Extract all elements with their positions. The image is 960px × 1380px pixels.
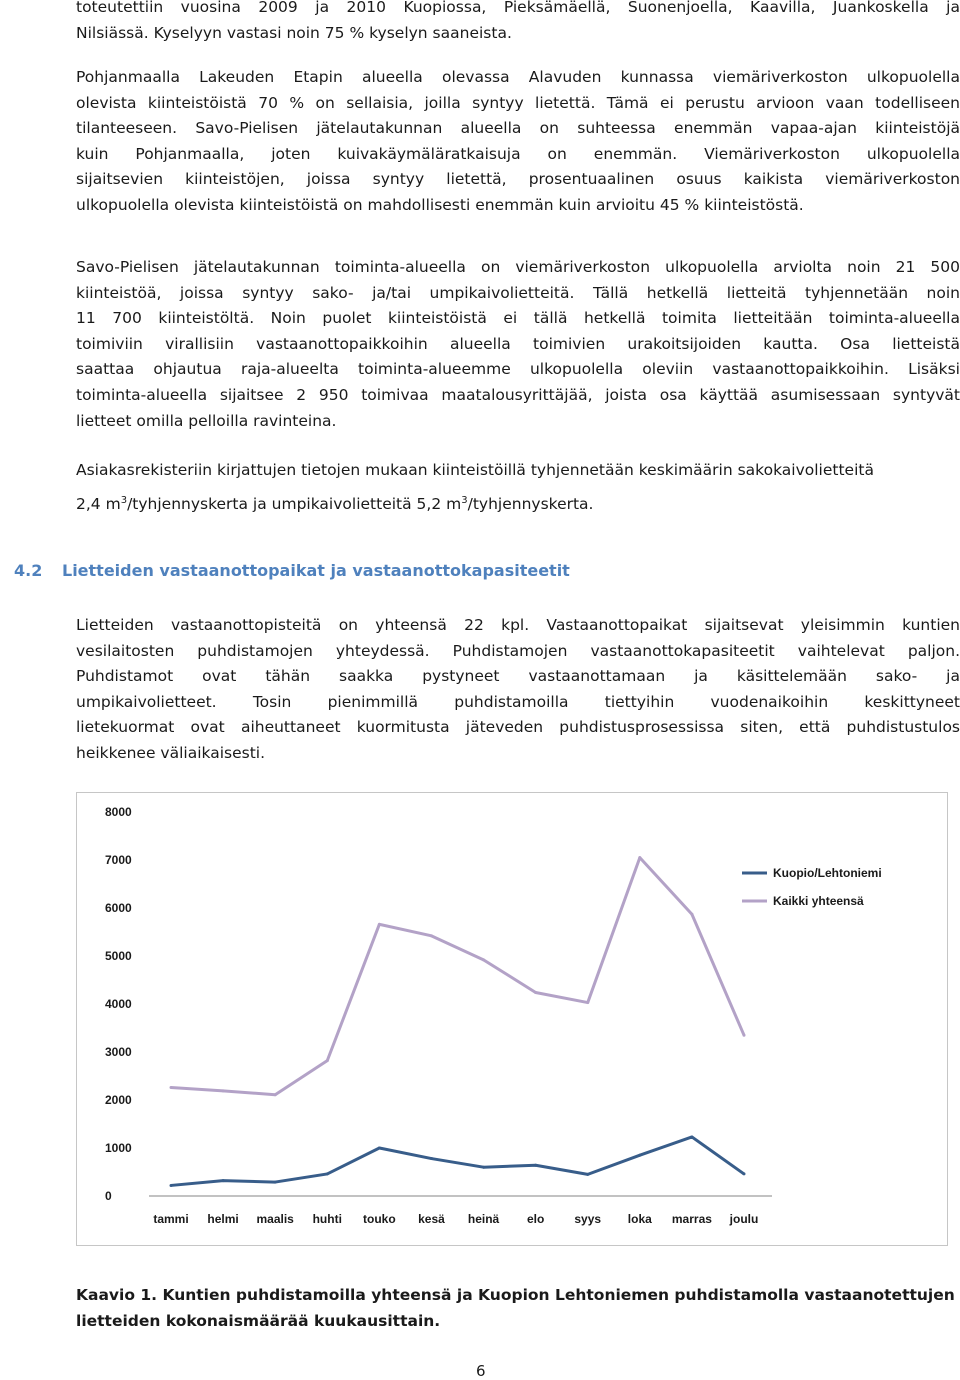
x-tick-label: huhti: [312, 1212, 342, 1226]
data-point: [430, 1157, 433, 1160]
text-line: lietteet omilla pelloilla ravinteina.: [76, 411, 337, 430]
legend-label: Kaikki yhteensä: [773, 894, 864, 908]
data-point: [482, 958, 485, 961]
superscript: 3: [120, 494, 128, 506]
superscript: 3: [461, 494, 468, 506]
y-tick-label: 1000: [105, 1141, 132, 1155]
data-point: [638, 856, 641, 859]
data-point: [274, 1181, 277, 1184]
data-point: [326, 1059, 329, 1062]
text-line: Savo-Pielisen jätelautakunnan toiminta-alueella on viemäriverkoston ulkopuolella arviolta noin 21 500: [76, 258, 960, 276]
data-point: [534, 1164, 537, 1167]
y-tick-label: 4000: [105, 997, 132, 1011]
text-line: Puhdistamot ovat tähän saakka pystyneet vastaanottamaan ja käsittelemään sako- ja: [76, 667, 960, 686]
text-line: Pohjanmaalla Lakeuden Etapin alueella olevassa Alavuden kunnassa viemäriverkoston ulkopuolella: [76, 68, 960, 86]
data-point: [586, 1173, 589, 1176]
paragraph-5: [76, 613, 960, 767]
data-point: [170, 1184, 173, 1187]
text-line: sijaitsevien kiinteistöjen, joissa syntyy lietettä, prosentuaalinen osuus kaikista viemäriverkoston: [76, 170, 960, 189]
x-tick-label: joulu: [729, 1212, 759, 1226]
text-line: umpikaivolietteet. Tosin pienimmillä puhdistamoilla tiettyihin vuodenaikoihin keskittyneet: [76, 692, 960, 711]
paragraph-4: [76, 458, 960, 517]
data-point: [222, 1089, 225, 1092]
data-point: [534, 991, 537, 994]
section-number: 4.2: [14, 561, 43, 580]
text-line: 11 700 kiinteistöltä. Noin puolet kiinteistöistä ei tällä hetkellä toimita lietteitään toiminta-alueella: [76, 309, 960, 328]
y-tick-label: 3000: [105, 1045, 132, 1059]
text-line: kiinteistöä, joissa syntyy sako- ja/tai umpikaivolietteitä. Tällä hetkellä lietteitä tyhjennetään noin: [76, 283, 960, 302]
x-tick-label: maalis: [256, 1212, 294, 1226]
text-line: saattaa ohjautua raja-alueelta toiminta-alueemme ulkopuolella oleviin vastaanottopaikkoihin. Lisäksi: [76, 360, 960, 379]
text-line: toiminta-alueella sijaitsee 2 950 toimivaa maatalousyrittäjää, joista osa käyttää asumisessaan syntyvät: [76, 385, 960, 404]
figure-caption: [76, 1283, 956, 1334]
text-line: Nilsiässä. Kyselyyn vastasi noin 75 % kyselyn saaneista.: [76, 23, 512, 42]
text-line: toimiviin virallisiin vastaanottopaikkoihin alueella toimivien urakoitsijoiden kautta. Osa lietteistä: [76, 334, 960, 353]
data-point: [690, 1135, 693, 1138]
x-tick-label: heinä: [467, 1212, 500, 1226]
text-fragment: /tyhjennyskerta.: [467, 494, 594, 513]
y-tick-label: 0: [105, 1189, 112, 1203]
paragraph-2: [76, 65, 960, 219]
text-fragment: 2,4 m: [76, 494, 121, 513]
line-chart: [76, 792, 948, 1246]
text-line: tilanteeseen. Savo-Pielisen jätelautakunnan alueella on suhteessa enemmän vapaa-ajan kiinteistöjä: [76, 119, 960, 138]
section-title: Lietteiden vastaanottopaikat ja vastaanottokapasiteetit: [62, 561, 570, 580]
data-point: [222, 1179, 225, 1182]
data-point: [326, 1172, 329, 1175]
text-fragment: /tyhjennyskerta ja umpikaivolietteitä 5,2 m: [127, 494, 462, 513]
y-tick-label: 2000: [105, 1093, 132, 1107]
y-tick-label: 5000: [105, 949, 132, 963]
data-point: [690, 913, 693, 916]
page-number: 6: [476, 1362, 486, 1380]
text-line: heikkenee väliaikaisesti.: [76, 743, 266, 762]
text-line: ulkopuolella olevista kiinteistöistä on mahdollisesti enemmän kuin arvioitu 45 % kiinteistöstä.: [76, 195, 804, 214]
section-heading: [14, 561, 570, 580]
text-line: toteutettiin vuosina 2009 ja 2010 Kuopiossa, Pieksämäellä, Suonenjoella, Kaavilla, Juankoskella ja: [76, 0, 960, 16]
paragraph-3: [76, 255, 960, 434]
text-line: Lietteiden vastaanottopisteitä on yhteensä 22 kpl. Vastaanottopaikat sijaitsevat yleisimmin kuntien: [76, 616, 960, 634]
x-tick-label: syys: [574, 1212, 602, 1226]
text-line: olevista kiinteistöistä 70 % on sellaisia, joilla syntyy lietettä. Tämä ei perustu arvioon vaan todelliseen: [76, 93, 960, 112]
data-point: [586, 1001, 589, 1004]
data-point: [170, 1086, 173, 1089]
data-point: [743, 1034, 746, 1037]
data-point: [638, 1154, 641, 1157]
y-tick-label: 8000: [105, 805, 132, 819]
series-line-0: [171, 1137, 744, 1185]
data-point: [430, 934, 433, 937]
text-line: Asiakasrekisteriin kirjattujen tietojen mukaan kiinteistöillä tyhjennetään keskimäärin sakokaivolietteitä: [76, 461, 874, 479]
x-tick-label: elo: [526, 1212, 545, 1226]
caption-line: Kaavio 1. Kuntien puhdistamoilla yhteensä ja Kuopion Lehtoniemen puhdistamolla vastaanotettujen: [76, 1286, 955, 1304]
x-tick-label: kesä: [418, 1212, 445, 1226]
data-point: [378, 1147, 381, 1150]
x-tick-label: marras: [671, 1212, 712, 1226]
text-line: vesilaitosten puhdistamojen yhteydessä. Puhdistamojen vastaanottokapasiteetit vaihtelevat paljon.: [76, 641, 960, 660]
caption-line: lietteiden kokonaismäärää kuukausittain.: [76, 1311, 441, 1330]
y-tick-label: 6000: [105, 901, 132, 915]
text-line: [76, 488, 960, 518]
text-line: kuin Pohjanmaalla, joten kuivakäymäläratkaisuja on enemmän. Viemäriverkoston ulkopuolella: [76, 144, 960, 163]
x-tick-label: touko: [363, 1212, 396, 1226]
paragraph-1: [76, 0, 960, 46]
x-tick-label: helmi: [207, 1212, 239, 1226]
data-point: [274, 1093, 277, 1096]
data-point: [743, 1172, 746, 1175]
x-tick-label: loka: [627, 1212, 652, 1226]
legend-label: Kuopio/Lehtoniemi: [773, 866, 882, 880]
data-point: [482, 1166, 485, 1169]
y-tick-label: 7000: [105, 853, 132, 867]
x-tick-label: tammi: [153, 1212, 189, 1226]
chart-svg: [77, 793, 947, 1245]
text-line: lietekuormat ovat aiheuttaneet kuormitusta jäteveden puhdistusprosessissa siten, että puhdistustulos: [76, 718, 960, 737]
data-point: [378, 923, 381, 926]
series-line-1: [171, 858, 744, 1095]
